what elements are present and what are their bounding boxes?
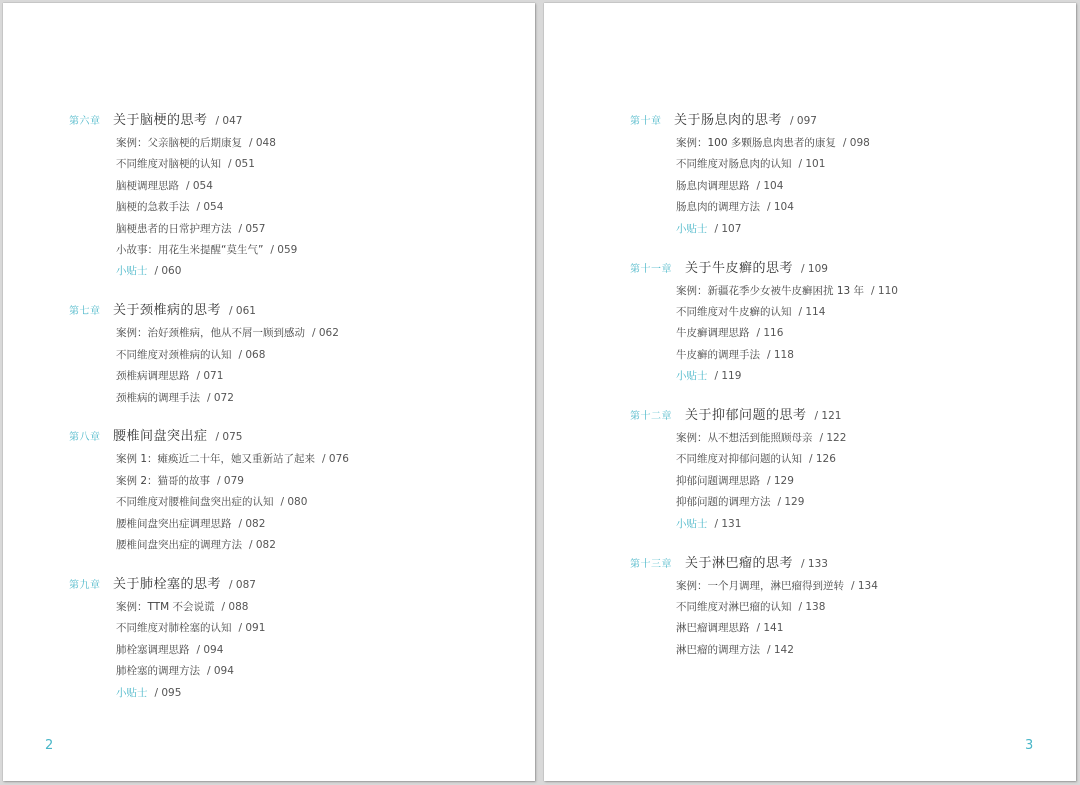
toc-entry-tip[interactable] [116, 685, 181, 701]
entry-page-ref: / 131 [714, 517, 742, 530]
toc-entry[interactable] [116, 642, 223, 658]
entry-label: 不同维度对腰椎间盘突出症的认知 [116, 496, 274, 509]
entry-page-ref: / 142 [767, 643, 794, 656]
entry-page-ref: / 048 [249, 137, 276, 149]
chapter-heading[interactable] [3, 297, 535, 317]
toc-entry[interactable] [676, 494, 804, 510]
chapter-title-text: 关于淋巴瘤的思考 [685, 555, 794, 571]
entry-label: 肠息肉的调理方法 [676, 201, 760, 214]
toc-entry[interactable] [116, 135, 276, 151]
entry-page-ref: / 104 [767, 201, 794, 214]
entry-label: 抑郁问题的调理方法 [676, 496, 771, 509]
chapter-page-ref: / 075 [215, 431, 243, 444]
chapter-title [685, 257, 828, 276]
entry-label: 案例：新疆花季少女被牛皮癣困扰 13 年 [676, 284, 865, 297]
toc-entry[interactable] [676, 620, 783, 636]
entry-label: 案例：治好颈椎病，他从不屑一顾到感动 [116, 327, 305, 340]
page-number: 2 [45, 738, 54, 753]
entry-label: 不同维度对脑梗的认知 [116, 158, 221, 171]
entry-label: 牛皮癣调理思路 [676, 327, 750, 340]
toc-entry[interactable] [676, 199, 794, 215]
entry-page-ref: / 060 [154, 265, 182, 278]
toc-entry[interactable] [116, 494, 307, 510]
entry-page-ref: / 141 [756, 622, 784, 635]
chapter-heading[interactable] [544, 107, 1076, 127]
chapter-title [113, 425, 242, 444]
entry-page-ref: / 054 [196, 201, 224, 214]
entry-page-ref: / 101 [798, 158, 826, 171]
entry-page-ref: / 062 [312, 327, 339, 340]
entry-label: 脑梗患者的日常护理方法 [116, 222, 232, 235]
chapter-title-text: 关于颈椎病的思考 [113, 303, 222, 319]
toc-entry[interactable] [676, 325, 783, 341]
entry-label: 颈椎病的调理手法 [116, 391, 200, 404]
chapter-number: 第十三章 [630, 558, 672, 570]
toc-entry-tip[interactable] [676, 221, 741, 237]
entry-page-ref: / 114 [798, 305, 826, 318]
chapter-heading[interactable] [3, 423, 535, 443]
toc-entry[interactable] [116, 663, 234, 679]
entry-label: 案例 1：瘫痪近二十年，她又重新站了起来 [116, 453, 316, 466]
chapter-heading[interactable] [3, 571, 535, 591]
toc-entry[interactable] [116, 221, 265, 237]
toc-entry[interactable] [676, 430, 846, 446]
chapter-title [685, 404, 841, 423]
chapter-page-ref: / 109 [801, 262, 828, 275]
chapter-number: 第十章 [630, 116, 662, 127]
entry-label: 小贴士 [116, 265, 148, 278]
chapter-title [113, 299, 256, 318]
entry-page-ref: / 119 [714, 370, 742, 383]
entry-label: 脑梗的急救手法 [116, 201, 190, 214]
toc-entry[interactable] [116, 325, 339, 341]
entry-label: 牛皮癣的调理手法 [676, 348, 760, 361]
toc-entry[interactable] [676, 178, 783, 194]
chapter-number: 第十一章 [630, 263, 672, 275]
entry-page-ref: / 138 [798, 600, 826, 613]
entry-label: 肺栓塞的调理方法 [116, 665, 200, 678]
toc-entry-tip[interactable] [116, 263, 181, 279]
chapter-heading[interactable] [3, 107, 535, 127]
toc-entry[interactable] [116, 451, 349, 467]
page-right [544, 3, 1076, 781]
toc-entry[interactable] [116, 516, 265, 532]
chapter-title [685, 552, 828, 571]
entry-page-ref: / 051 [228, 158, 255, 171]
toc-entry-tip[interactable] [676, 516, 741, 532]
toc-entry[interactable] [116, 537, 276, 553]
entry-label: 不同维度对牛皮癣的认知 [676, 305, 792, 318]
entry-label: 小贴士 [676, 370, 708, 383]
entry-page-ref: / 080 [280, 496, 308, 509]
entry-page-ref: / 094 [196, 643, 224, 656]
chapter-page-ref: / 087 [229, 578, 256, 591]
entry-page-ref: / 116 [756, 327, 784, 340]
toc-entry[interactable] [116, 620, 265, 636]
toc-entry[interactable] [676, 156, 825, 172]
entry-page-ref: / 118 [767, 348, 794, 361]
chapter-title-text: 关于牛皮癣的思考 [685, 260, 794, 276]
entry-page-ref: / 129 [777, 496, 805, 509]
chapter-page-ref: / 133 [801, 557, 828, 570]
toc-entry[interactable] [116, 347, 265, 363]
chapter-page-ref: / 061 [229, 305, 256, 318]
entry-label: 颈椎病调理思路 [116, 370, 190, 383]
entry-label: 不同维度对抑郁问题的认知 [676, 453, 802, 466]
entry-label: 不同维度对肺栓塞的认知 [116, 622, 232, 635]
chapter-heading[interactable] [544, 255, 1076, 275]
chapter-number: 第九章 [69, 579, 101, 591]
toc-entry[interactable] [116, 178, 213, 194]
entry-page-ref: / 098 [842, 137, 870, 149]
entry-label: 抑郁问题调理思路 [676, 474, 760, 487]
entry-page-ref: / 134 [851, 579, 878, 592]
chapter-page-ref: / 097 [790, 115, 817, 127]
entry-label: 小贴士 [676, 517, 708, 530]
page-number: 3 [1025, 738, 1034, 753]
entry-label: 小贴士 [116, 686, 148, 699]
entry-label: 淋巴瘤的调理方法 [676, 643, 760, 656]
entry-page-ref: / 072 [207, 391, 234, 404]
toc-entry[interactable] [676, 283, 898, 299]
toc-entry[interactable] [116, 156, 255, 172]
entry-label: 案例：100 多颗肠息肉患者的康复 [676, 137, 836, 149]
chapter-number: 第八章 [69, 432, 101, 444]
entry-label: 腰椎间盘突出症的调理方法 [116, 539, 242, 551]
entry-label: 腰椎间盘突出症调理思路 [116, 517, 232, 530]
chapter-title-text: 关于脑梗的思考 [113, 113, 208, 128]
entry-page-ref: / 122 [819, 432, 847, 444]
entry-page-ref: / 054 [186, 179, 213, 192]
toc-entry[interactable] [676, 304, 825, 320]
entry-label: 淋巴瘤调理思路 [676, 622, 750, 635]
entry-page-ref: / 057 [238, 222, 266, 235]
entry-label: 脑梗调理思路 [116, 179, 179, 192]
entry-label: 案例：父亲脑梗的后期康复 [116, 137, 242, 149]
toc-entry[interactable] [676, 578, 878, 594]
chapter-number: 第六章 [69, 116, 101, 127]
entry-page-ref: / 095 [154, 686, 182, 699]
chapter-title-text: 关于肠息肉的思考 [674, 113, 783, 128]
toc-entry[interactable] [676, 135, 870, 151]
entry-page-ref: / 082 [238, 517, 266, 530]
chapter-heading[interactable] [544, 402, 1076, 422]
chapter-title-text: 腰椎间盘突出症 [113, 429, 208, 445]
chapter-page-ref: / 121 [814, 410, 842, 422]
entry-page-ref: / 082 [249, 539, 276, 551]
entry-page-ref: / 071 [196, 370, 224, 383]
entry-label: 小故事：用花生米提醒“莫生气” [116, 244, 264, 256]
chapter-title [674, 109, 817, 128]
chapter-title-text: 关于肺栓塞的思考 [113, 576, 222, 592]
entry-page-ref: / 104 [756, 179, 784, 192]
chapter-title [113, 109, 242, 128]
entry-label: 不同维度对肠息肉的认知 [676, 158, 792, 171]
entry-page-ref: / 091 [238, 622, 266, 635]
entry-label: 案例：从不想活到能照顾母亲 [676, 432, 813, 444]
entry-label: 小贴士 [676, 222, 708, 235]
entry-label: 肺栓塞调理思路 [116, 643, 190, 656]
chapter-number: 第十二章 [630, 411, 672, 422]
toc-entry[interactable] [116, 390, 234, 406]
toc-entry[interactable] [116, 242, 297, 258]
entry-label: 案例：一个月调理，淋巴瘤得到逆转 [676, 579, 844, 592]
entry-page-ref: / 068 [238, 348, 266, 361]
entry-page-ref: / 110 [871, 284, 898, 297]
toc-entry[interactable] [676, 347, 794, 363]
chapter-title [113, 573, 256, 592]
toc-entry[interactable] [116, 199, 223, 215]
toc-entry[interactable] [676, 642, 794, 658]
toc-entry[interactable] [116, 599, 248, 615]
chapter-title-text: 关于抑郁问题的思考 [685, 408, 807, 423]
toc-entry[interactable] [116, 473, 244, 489]
entry-page-ref: / 079 [217, 474, 244, 487]
chapter-heading[interactable] [544, 550, 1076, 570]
page-left [3, 3, 535, 781]
chapter-number: 第七章 [69, 306, 101, 318]
entry-label: 不同维度对颈椎病的认知 [116, 348, 232, 361]
entry-page-ref: / 129 [767, 474, 794, 487]
toc-entry-tip[interactable] [676, 368, 741, 384]
entry-page-ref: / 088 [221, 600, 249, 613]
toc-entry[interactable] [676, 599, 825, 615]
entry-label: 案例：TTM 不会说谎 [116, 600, 215, 613]
entry-page-ref: / 107 [714, 222, 742, 235]
entry-label: 不同维度对淋巴瘤的认知 [676, 600, 792, 613]
entry-page-ref: / 126 [809, 453, 836, 466]
toc-entry[interactable] [116, 368, 223, 384]
entry-page-ref: / 059 [270, 244, 298, 256]
toc-entry[interactable] [676, 451, 836, 467]
entry-page-ref: / 076 [322, 453, 349, 466]
toc-entry[interactable] [676, 473, 794, 489]
chapter-page-ref: / 047 [215, 115, 243, 127]
entry-label: 肠息肉调理思路 [676, 179, 750, 192]
entry-label: 案例 2：猫哥的故事 [116, 474, 211, 487]
entry-page-ref: / 094 [207, 665, 234, 678]
